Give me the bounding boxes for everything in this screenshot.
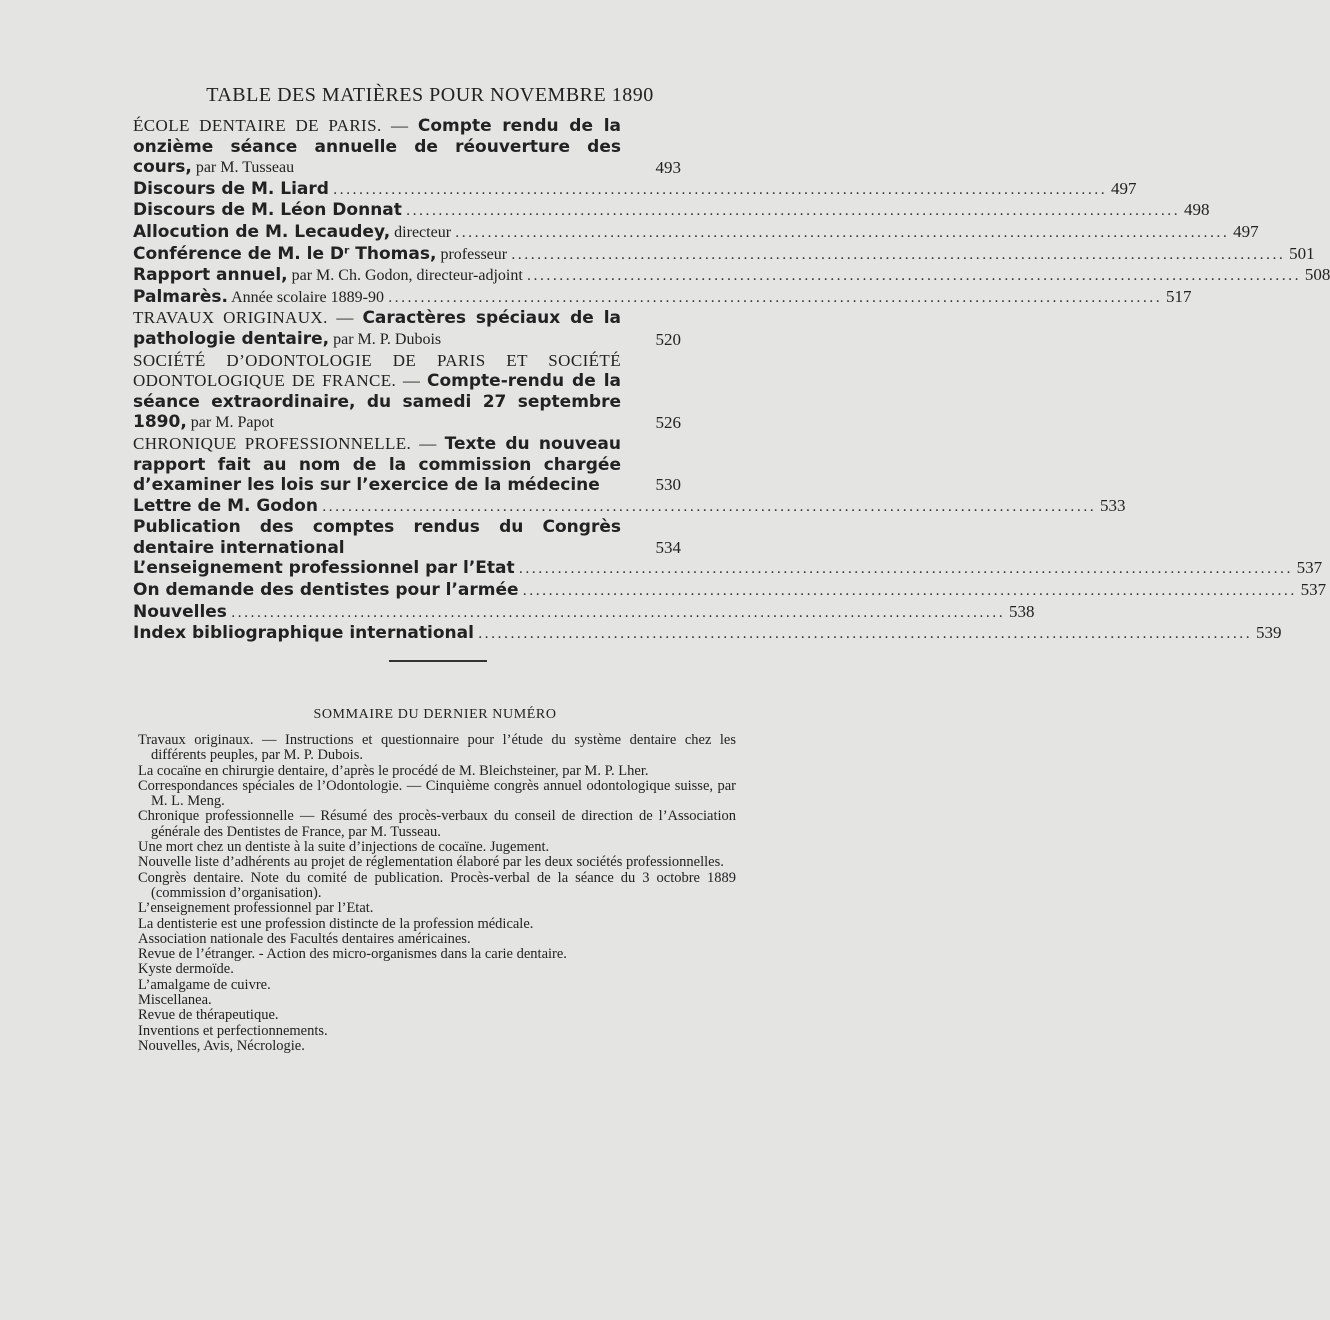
toc-entry <box>133 286 1192 309</box>
toc-entry <box>133 434 681 496</box>
summary-item: Chronique professionnelle — Résumé des procès-verbaux du conseil de direction de l’Association générale des Dentistes de France, par M. Tusseau. <box>138 808 736 840</box>
toc-entry-segment: Compte rendu de la onzième séance annuelle de réouverture des cours, <box>133 116 621 178</box>
table-of-contents <box>133 116 1330 645</box>
toc-entry-segment: Discours de M. Liard <box>133 178 329 199</box>
toc-page-number: 497 <box>1233 221 1259 241</box>
toc-entry-segment: L’enseignement professionnel par l’Etat <box>133 558 515 579</box>
dot-leader: ........................................................................................................................ <box>455 224 1230 241</box>
page-title: TABLE DES MATIÈRES POUR NOVEMBRE 1890 <box>206 84 654 106</box>
toc-entry-text <box>133 244 507 266</box>
toc-entry <box>133 623 1282 645</box>
toc-entry <box>133 558 1323 580</box>
toc-entry-text <box>133 558 515 579</box>
toc-entry <box>133 116 681 179</box>
toc-entry <box>133 308 681 350</box>
toc-entry <box>133 517 681 558</box>
toc-entry-segment: directeur <box>390 223 452 241</box>
toc-entry-text <box>133 307 621 349</box>
toc-entry-segment: SOCIÉTÉ D’ODONTOLOGIE DE PARIS ET SOCIÉTÉ ODONTOLOGIQUE DE FRANCE. — <box>133 350 621 391</box>
toc-page-number: 508 <box>1304 265 1330 285</box>
toc-entry-text <box>133 516 621 558</box>
toc-entry-text <box>133 179 329 200</box>
toc-entry-segment: Index bibliographique international <box>133 623 474 644</box>
toc-entry <box>133 265 1330 287</box>
toc-entry-text <box>133 350 621 433</box>
toc-entry-segment: professeur <box>436 245 508 263</box>
summary-item: La cocaïne en chirurgie dentaire, d’après le procédé de M. Bleichsteiner, par M. P. Lher. <box>138 762 649 779</box>
toc-page-number: 517 <box>1165 286 1192 306</box>
toc-entry-segment: Nouvelles <box>133 601 227 622</box>
dot-leader: ........................................................................................................................ <box>321 498 1096 515</box>
toc-entry-segment: TRAVAUX ORIGINAUX. — <box>133 308 363 328</box>
toc-page-number: 520 <box>655 329 681 349</box>
toc-entry-segment: CHRONIQUE PROFESSIONNELLE. — <box>133 433 445 453</box>
toc-entry <box>133 221 1259 244</box>
summary-item: Revue de thérapeutique. <box>138 1007 279 1024</box>
dot-leader: ........................................................................................................................ <box>477 626 1252 643</box>
summary-item: Revue de l’étranger. - Action des micro-organismes dans la carie dentaire. <box>138 946 567 963</box>
toc-entry-segment: Rapport annuel, <box>133 265 288 286</box>
divider-rule <box>389 660 487 662</box>
toc-page-number: 537 <box>1296 558 1323 578</box>
toc-entry-segment: par M. Papot <box>186 414 274 432</box>
toc-entry-segment: Compte-rendu de la séance extraordinaire, du samedi 27 septembre 1890, <box>133 371 622 433</box>
summary-item: Travaux originaux. — Instructions et questionnaire pour l’étude du système dentaire chez les différents peuples, par M. P. Dubois. <box>138 732 736 764</box>
summary-item: Correspondances spéciales de l’Odontologie. — Cinquième congrès annuel odontologique suisse, par M. L. Meng. <box>138 777 736 810</box>
toc-entry-text <box>133 602 227 623</box>
toc-entry <box>133 495 1126 518</box>
toc-page-number: 534 <box>655 537 681 557</box>
dot-leader: ........................................................................................................................ <box>518 561 1293 578</box>
toc-entry-segment: par M. Tusseau <box>191 159 295 177</box>
toc-entry-segment: On demande des dentistes pour l’armée <box>133 580 519 601</box>
toc-entry <box>133 200 1210 222</box>
summary-item: L’enseignement professionnel par l’Etat. <box>138 900 374 917</box>
toc-entry <box>133 351 681 434</box>
toc-entry-segment: Conférence de M. le Dʳ Thomas, <box>133 243 437 264</box>
toc-page-number: 537 <box>1300 580 1327 600</box>
summary-item: Association nationale des Facultés dentaires américaines. <box>138 930 471 947</box>
toc-entry-segment: Discours de M. Léon Donnat <box>133 200 402 221</box>
dot-leader: ........................................................................................................................ <box>230 604 1005 621</box>
toc-entry-text <box>133 433 621 495</box>
toc-entry-segment: par M. P. Dubois <box>329 330 442 348</box>
toc-entry-segment: Palmarès. <box>133 286 228 307</box>
toc-entry-text <box>133 115 621 177</box>
dot-leader: ........................................................................................................................ <box>511 246 1286 263</box>
toc-entry-text <box>133 496 318 517</box>
dot-leader: ........................................................................................................................ <box>405 203 1180 220</box>
toc-page-number: 493 <box>655 158 681 178</box>
summary-item: L’amalgame de cuivre. <box>138 976 271 993</box>
toc-entry <box>133 580 1327 602</box>
toc-entry-text <box>133 222 451 244</box>
toc-entry-segment: Lettre de M. Godon <box>133 495 318 516</box>
toc-entry-text <box>133 287 384 309</box>
toc-page-number: 501 <box>1289 243 1315 263</box>
toc-entry-segment: ÉCOLE DENTAIRE DE PARIS. — <box>133 116 418 135</box>
summary-item: Miscellanea. <box>138 992 212 1009</box>
summary-item: Kyste dermoïde. <box>138 961 234 978</box>
summary-item: Congrès dentaire. Note du comité de publication. Procès-verbal de la séance du 3 octobre 1889 (commission d’organisation). <box>138 869 736 901</box>
toc-entry-segment: Allocution de M. Lecaudey, <box>133 221 391 242</box>
toc-entry-text <box>133 580 519 601</box>
toc-page-number: 498 <box>1183 200 1210 220</box>
dot-leader: ........................................................................................................................ <box>526 268 1301 285</box>
summary-item: Nouvelle liste d’adhérents au projet de réglementation élaboré par les deux sociétés professionnelles. <box>138 854 724 871</box>
dot-leader: ........................................................................................................................ <box>522 583 1297 600</box>
toc-entry-segment: Texte du nouveau rapport fait au nom de la commission chargée d’examiner les lois sur l’exercice de la médecine <box>133 433 621 496</box>
summary-list <box>138 733 736 1054</box>
dot-leader: ........................................................................................................................ <box>332 181 1107 198</box>
summary-item: Une mort chez un dentiste à la suite d’injections de cocaïne. Jugement. <box>138 839 550 856</box>
toc-entry-segment: Caractères spéciaux de la pathologie dentaire, <box>133 308 621 349</box>
toc-entry <box>133 243 1315 266</box>
toc-entry-text <box>133 265 523 287</box>
summary-title: SOMMAIRE DU DERNIER NUMÉRO <box>313 707 557 722</box>
toc-entry-text <box>133 623 474 644</box>
toc-entry-text <box>133 200 402 221</box>
toc-page-number: 538 <box>1008 601 1035 621</box>
summary-item: La dentisterie est une profession distincte de la profession médicale. <box>138 915 534 932</box>
dot-leader: ........................................................................................................................ <box>387 289 1162 306</box>
toc-entry-segment: par M. Ch. Godon, directeur-adjoint <box>287 267 523 285</box>
toc-entry <box>133 178 1137 201</box>
toc-page-number: 526 <box>655 413 681 433</box>
toc-entry <box>133 601 1035 624</box>
toc-page-number: 530 <box>655 475 681 495</box>
toc-page-number: 497 <box>1110 178 1137 198</box>
summary-item: Nouvelles, Avis, Nécrologie. <box>138 1037 305 1054</box>
summary-item: Inventions et perfectionnements. <box>138 1022 328 1039</box>
toc-page-number: 533 <box>1099 495 1126 515</box>
toc-entry-segment: Publication des comptes rendus du Congrès dentaire international <box>133 517 621 558</box>
toc-entry-segment: Année scolaire 1889-90 <box>227 288 384 306</box>
toc-page-number: 539 <box>1255 623 1282 643</box>
